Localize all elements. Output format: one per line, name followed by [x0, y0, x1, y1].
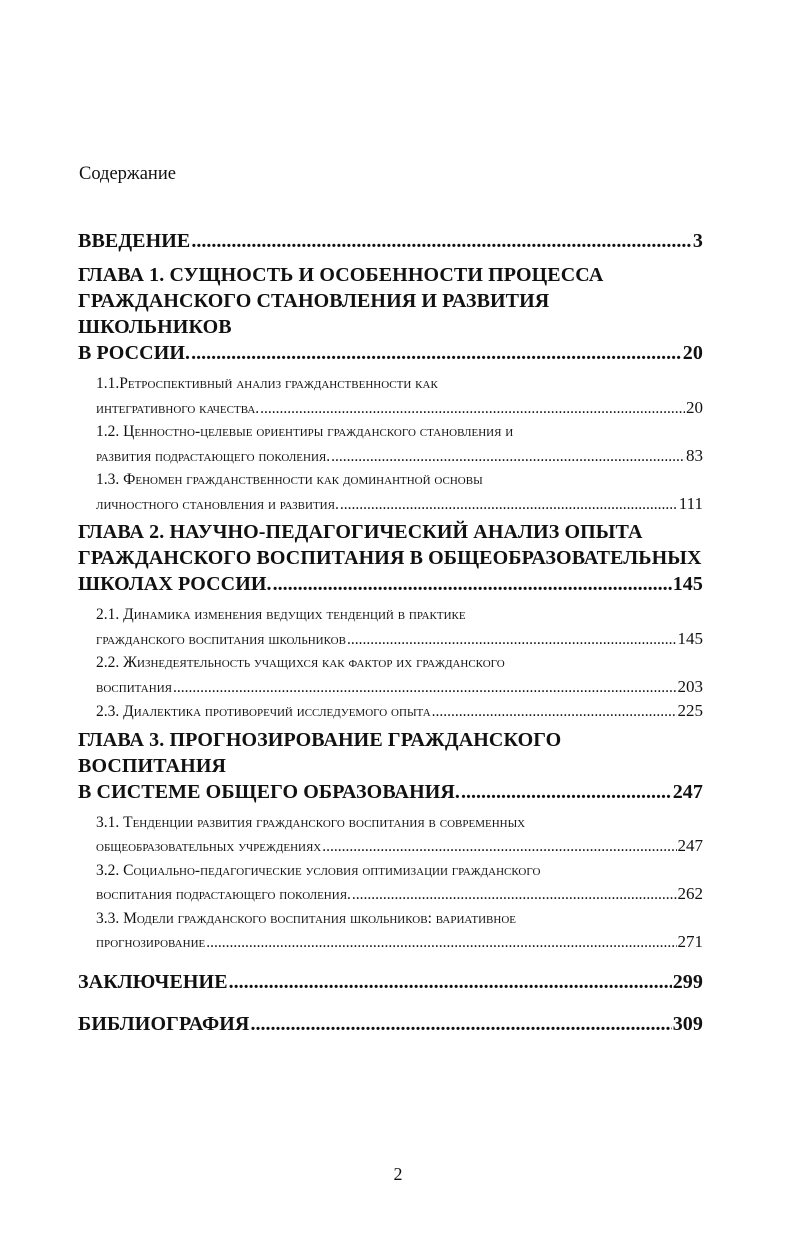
leader-dots	[347, 628, 677, 652]
leader-dots	[229, 969, 672, 995]
toc-entry-title: ВВЕДЕНИЕ	[78, 230, 191, 252]
toc-page-number: 83	[686, 445, 703, 465]
toc-entry-conclusion[interactable]	[78, 969, 703, 995]
leader-dots	[191, 340, 682, 366]
toc-page-number: 247	[672, 780, 703, 803]
toc-page-number: 299	[672, 970, 703, 993]
toc-entry-line: ГРАЖДАНСКОГО СТАНОВЛЕНИЯ И РАЗВИТИЯ ШКОЛЬНИКОВ	[78, 290, 550, 338]
toc-entry-title: воспитания	[96, 678, 172, 696]
toc-entry-line: 3.3. Модели гражданского воспитания школьников: вариативное	[96, 909, 517, 927]
toc-page-number: 20	[682, 342, 703, 364]
toc-page-number: 145	[672, 573, 703, 595]
leader-dots	[260, 397, 685, 421]
toc-page-number: 111	[678, 493, 703, 513]
toc-entry-title: интегративного качества.	[96, 399, 260, 417]
toc-entry-2-2[interactable]	[96, 651, 703, 699]
leader-dots	[331, 445, 685, 469]
toc-entry-line: 3.1. Тенденции развития гражданского воспитания в современных	[96, 813, 526, 831]
toc-page-number: 145	[677, 628, 703, 648]
toc-page-number: 247	[677, 836, 703, 855]
toc-entry-title: ЗАКЛЮЧЕНИЕ	[78, 970, 228, 993]
toc-page-number: 20	[686, 397, 703, 417]
toc-entry-line: 1.3. Феномен гражданственности как доминантной основы	[96, 471, 483, 488]
leader-dots	[173, 676, 677, 700]
toc-entry-1-3[interactable]	[96, 468, 703, 516]
toc-page-number: 225	[677, 701, 703, 720]
toc-entry-title: общеобразовательных учреждениях	[96, 838, 322, 855]
toc-entry-chapter-3[interactable]	[78, 727, 703, 805]
leader-dots	[273, 571, 672, 597]
toc-entry-3-2[interactable]	[96, 859, 703, 907]
leader-dots	[250, 1011, 671, 1037]
toc-entry-title: 2.3. Диалектика противоречий исследуемого опыта	[96, 703, 431, 720]
leader-dots	[206, 931, 676, 955]
page-title: Содержание	[79, 164, 176, 184]
leader-dots	[461, 779, 672, 805]
page-number: 2	[393, 1164, 403, 1184]
toc-entry-introduction[interactable]	[78, 228, 703, 254]
toc-entry-title: прогнозирование	[96, 934, 206, 951]
toc-entry-line: 2.2. Жизнедеятельность учащихся как фактор их гражданского	[96, 654, 505, 671]
toc-entry-title: В СИСТЕМЕ ОБЩЕГО ОБРАЗОВАНИЯ.	[78, 780, 461, 803]
toc-page-number: 3	[692, 230, 703, 252]
toc-entry-2-1[interactable]	[96, 603, 703, 651]
toc-entry-bibliography[interactable]	[78, 1011, 703, 1037]
toc-entry-title: развития подрастающего поколения.	[96, 447, 331, 465]
toc-entry-1-2[interactable]	[96, 420, 703, 468]
toc-page-number: 309	[672, 1012, 703, 1035]
toc-entry-1-1[interactable]	[96, 372, 703, 420]
toc-page-number: 203	[677, 676, 703, 696]
leader-dots	[340, 493, 678, 517]
toc-entry-line: 1.1.Ретроспективный анализ гражданственности как	[96, 375, 438, 392]
leader-dots	[322, 835, 676, 859]
toc-entry-line: ГЛАВА 2. НАУЧНО-ПЕДАГОГИЧЕСКИЙ АНАЛИЗ ОПЫТА	[78, 521, 643, 543]
toc-entry-title: ШКОЛАХ РОССИИ.	[78, 573, 272, 595]
leader-dots	[432, 700, 677, 724]
toc-entry-chapter-1[interactable]	[78, 262, 703, 366]
toc-entry-line: ГРАЖДАНСКОГО ВОСПИТАНИЯ В ОБЩЕОБРАЗОВАТЕЛЬНЫХ	[78, 547, 702, 569]
toc-entry-title: личностного становления и развития.	[96, 495, 339, 513]
toc-entry-line: 3.2. Социально-педагогические условия оптимизации гражданского	[96, 861, 541, 879]
leader-dots	[352, 883, 677, 907]
toc-entry-chapter-2[interactable]	[78, 519, 703, 597]
toc-entry-2-3[interactable]	[96, 699, 703, 724]
toc-entry-line: 1.2. Ценностно-целевые ориентиры гражданского становления и	[96, 423, 514, 440]
toc-entry-title: В РОССИИ.	[78, 342, 191, 364]
toc-entry-title: воспитания подрастающего поколения.	[96, 886, 351, 903]
toc-page-number: 271	[677, 932, 703, 951]
leader-dots	[191, 228, 692, 254]
toc-page-number: 262	[677, 884, 703, 903]
toc-entry-title: БИБЛИОГРАФИЯ	[78, 1012, 250, 1035]
toc-entry-line: ГЛАВА 1. СУЩНОСТЬ И ОСОБЕННОСТИ ПРОЦЕССА	[78, 264, 604, 286]
toc-entry-line: 2.1. Динамика изменения ведущих тенденций в практике	[96, 606, 466, 623]
toc-entry-3-1[interactable]	[96, 811, 703, 859]
toc-entry-title: гражданского воспитания школьников	[96, 630, 346, 648]
table-of-contents	[78, 228, 703, 1037]
toc-entry-3-3[interactable]	[96, 907, 703, 955]
toc-entry-line: ГЛАВА 3. ПРОГНОЗИРОВАНИЕ ГРАЖДАНСКОГО ВОСПИТАНИЯ	[78, 728, 562, 777]
